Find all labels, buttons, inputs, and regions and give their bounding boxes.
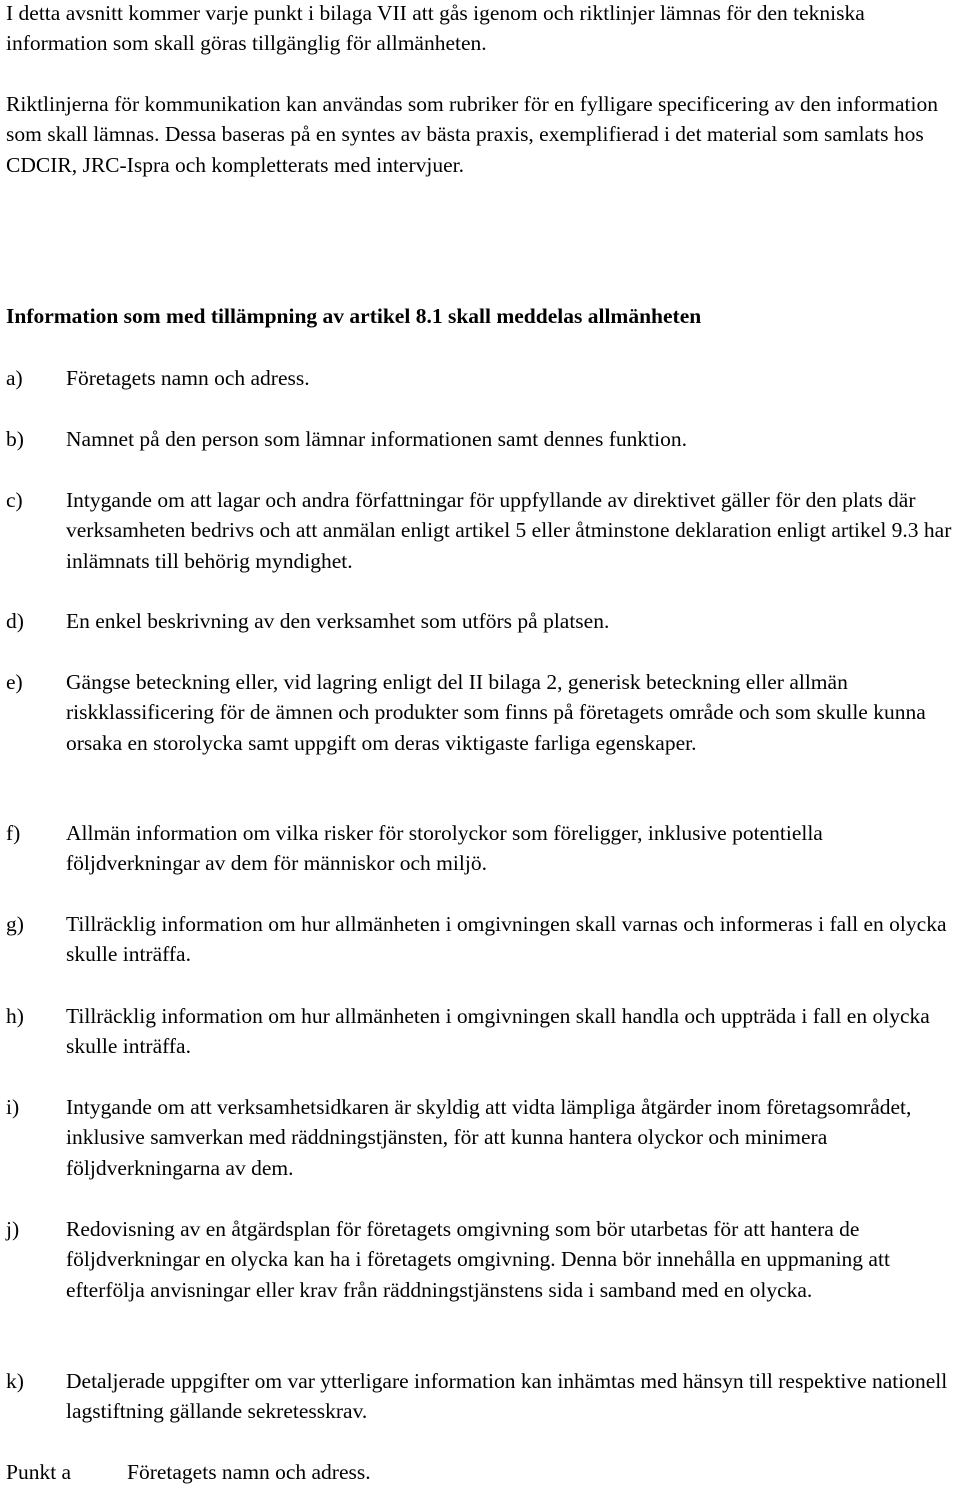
list-item-text: Gängse beteckning eller, vid lagring enligt del II bilaga 2, generisk beteckning eller allmän riskklassificering för de ämnen och produkter som finns på företagets område och som skulle kunna orsaka en storolycka samt uppgift om deras viktigaste farliga egenskaper. — [66, 670, 926, 755]
list-marker: h) — [6, 1004, 24, 1028]
list-marker: e) — [6, 670, 23, 694]
list-item-text: Intygande om att verksamhetsidkaren är skyldig att vidta lämpliga åtgärder inom företagsområdet, inklusive samverkan med räddningstjänsten, för att kunna hantera olyckor och minimera följdverkningarna av dem. — [66, 1095, 912, 1180]
list-marker: k) — [6, 1369, 24, 1393]
list-marker: a) — [6, 366, 23, 390]
list-item-text: Intygande om att lagar och andra författningar för uppfyllande av direktivet gäller för den plats där verksamheten bedrivs och att anmälan enligt artikel 5 eller åtminstone deklaration enligt artikel 9.3 har inlämnats till behörig myndighet. — [66, 488, 952, 573]
point-label: Punkt a — [6, 1460, 72, 1484]
intro-paragraph-1: I detta avsnitt kommer varje punkt i bilaga VII att gås igenom och riktlinjer lämnas för den tekniska information som skall göras tillgänglig för allmänheten. — [6, 1, 865, 56]
list-marker: i) — [6, 1095, 20, 1119]
list-item-text: Tillräcklig information om hur allmänheten i omgivningen skall handla och uppträda i fall en olycka skulle inträffa. — [66, 1004, 930, 1059]
list-item-text: Allmän information om vilka risker för storolyckor som föreligger, inklusive potentiella följdverkningar av dem för människor och miljö. — [66, 821, 823, 876]
list-marker: g) — [6, 912, 24, 936]
list-marker: c) — [6, 488, 23, 512]
list-item-text: Redovisning av en åtgärdsplan för företagets omgivning som bör utarbetas för att hantera de följdverkningar en olycka kan ha i företagets omgivning. Denna bör innehålla en uppmaning att efterfölja anvisningar eller krav från räddningstjänstens sida i samband med en olycka. — [66, 1217, 890, 1302]
list-marker: d) — [6, 609, 24, 633]
list-item-text: Tillräcklig information om hur allmänheten i omgivningen skall varnas och informeras i fall en olycka skulle inträffa. — [66, 912, 947, 967]
list-item-text: Detaljerade uppgifter om var ytterligare information kan inhämtas med hänsyn till respektive nationell lagstiftning gällande sekretesskrav. — [66, 1369, 948, 1424]
section-heading: Information som med tillämpning av artikel 8.1 skall meddelas allmänheten — [6, 304, 702, 328]
intro-paragraph-2: Riktlinjerna för kommunikation kan användas som rubriker för en fylligare specificering av den information som skall lämnas. Dessa baseras på en syntes av bästa praxis, exemplifierad i det material som samlats hos CDCIR, JRC-Ispra och kompletterats med intervjuer. — [6, 92, 938, 177]
list-marker: j) — [6, 1217, 20, 1241]
list-item-text: Företagets namn och adress. — [66, 366, 310, 390]
list-marker: f) — [6, 821, 21, 845]
point-value: Företagets namn och adress. — [127, 1460, 371, 1484]
list-item-text: En enkel beskrivning av den verksamhet som utförs på platsen. — [66, 609, 610, 633]
list-item-text: Namnet på den person som lämnar informationen samt dennes funktion. — [66, 427, 687, 451]
list-marker: b) — [6, 427, 24, 451]
